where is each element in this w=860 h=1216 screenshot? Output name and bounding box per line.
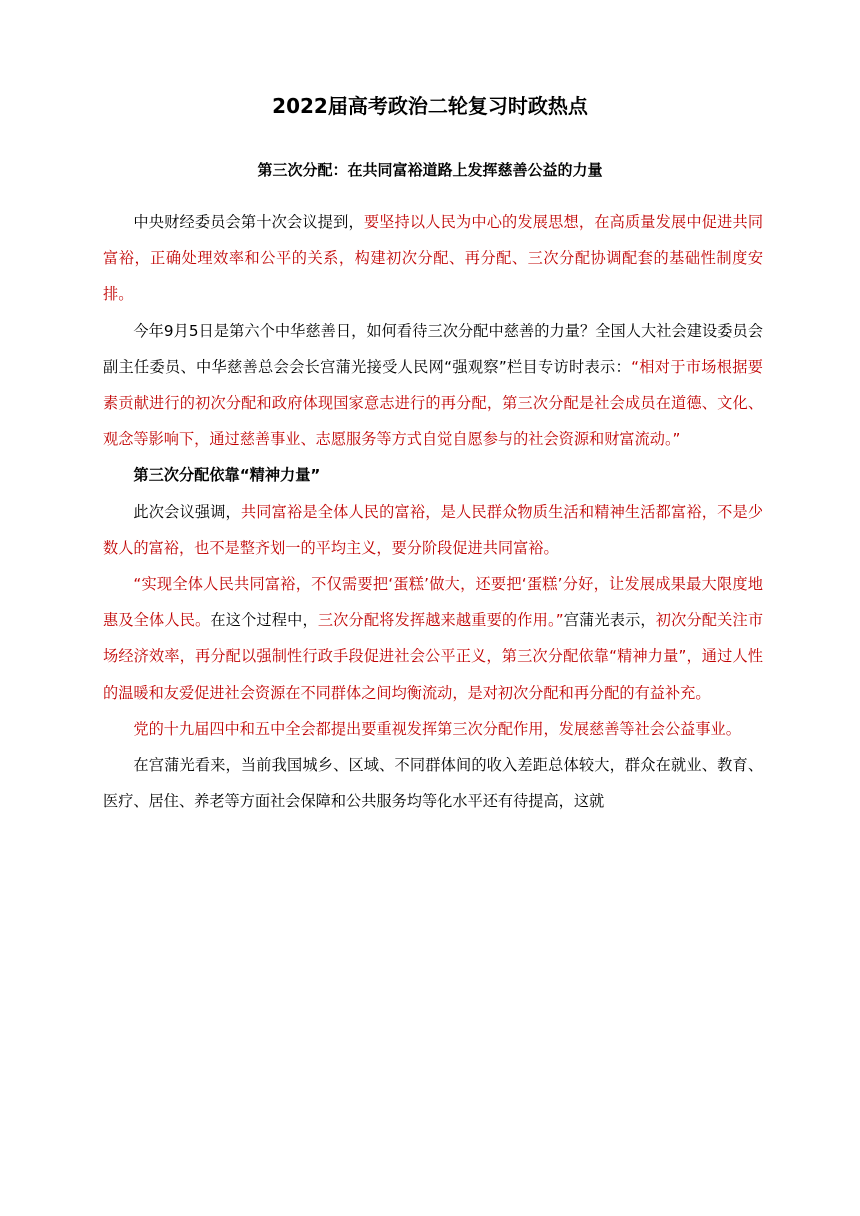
paragraph-5 <box>103 711 763 747</box>
paragraph-3-highlight: 共同富裕是全体人民的富裕，是人民群众物质生活和精神生活都富裕，不是少数人的富裕，也不是整齐划一的平均主义，要分阶段促进共同富裕。 <box>103 502 764 557</box>
paragraph-4-highlight: 三次分配将发挥越来越重要的作用。” <box>317 611 564 630</box>
paragraph-6 <box>103 747 763 819</box>
paragraph-4-text: 在这个过程中， <box>210 611 318 630</box>
paragraph-2 <box>103 313 763 458</box>
paragraph-1-highlight: 要坚持以人民为中心的发展思想，在高质量发展中促进共同富裕，正确处理效率和公平的关系，构建初次分配、再分配、三次分配协调配套的基础性制度安排。 <box>103 213 764 304</box>
paragraph-3 <box>103 494 763 566</box>
paragraph-2-text: 今年9月5日是第六个中华慈善日，如何看待三次分配中慈善的力量？全国人大社会建设委员会副主任委员、中华慈善总会会长宫蒲光接受人民网“强观察”栏目专访时表示： <box>103 321 763 376</box>
paragraph-3-text: 此次会议强调， <box>133 502 241 521</box>
document-subtitle: 第三次分配：在共同富裕道路上发挥慈善公益的力量 <box>257 161 603 179</box>
paragraph-4-speaker: 宫蒲光表示， <box>563 611 656 630</box>
paragraph-4-quote: “实现全体人民共同富裕，不仅需要把‘蛋糕’做大，还要把‘蛋糕’分好，让发展成果最大限度地惠及全体人民。 <box>103 575 763 630</box>
document-body <box>103 204 763 819</box>
section-heading: 第三次分配依靠“精神力量” <box>133 466 321 485</box>
paragraph-5-highlight: 党的十九届四中和五中全会都提出要重视发挥第三次分配作用，发展慈善等社会公益事业。 <box>133 719 741 738</box>
paragraph-4 <box>103 566 763 711</box>
document-title: 2022届高考政治二轮复习时政热点 <box>272 94 588 118</box>
paragraph-6-text: 在宫蒲光看来，当前我国城乡、区域、不同群体间的收入差距总体较大，群众在就业、教育、医疗、居住、养老等方面社会保障和公共服务均等化水平还有待提高，这就 <box>103 756 763 811</box>
paragraph-1 <box>103 204 763 313</box>
paragraph-2-quote: “相对于市场根据要素贡献进行的初次分配和政府体现国家意志进行的再分配，第三次分配是社会成员在道德、文化、观念等影响下，通过慈善事业、志愿服务等方式自觉自愿参与的社会资源和财富流动。” <box>103 357 763 449</box>
paragraph-1-text: 中央财经委员会第十次会议提到， <box>133 213 364 231</box>
paragraph-4-statement: 初次分配关注市场经济效率，再分配以强制性行政手段促进社会公平正义，第三次分配依靠“精神力量”，通过人性的温暖和友爱促进社会资源在不同群体之间均衡流动，是对初次分配和再分配的有益补充。 <box>103 611 764 702</box>
